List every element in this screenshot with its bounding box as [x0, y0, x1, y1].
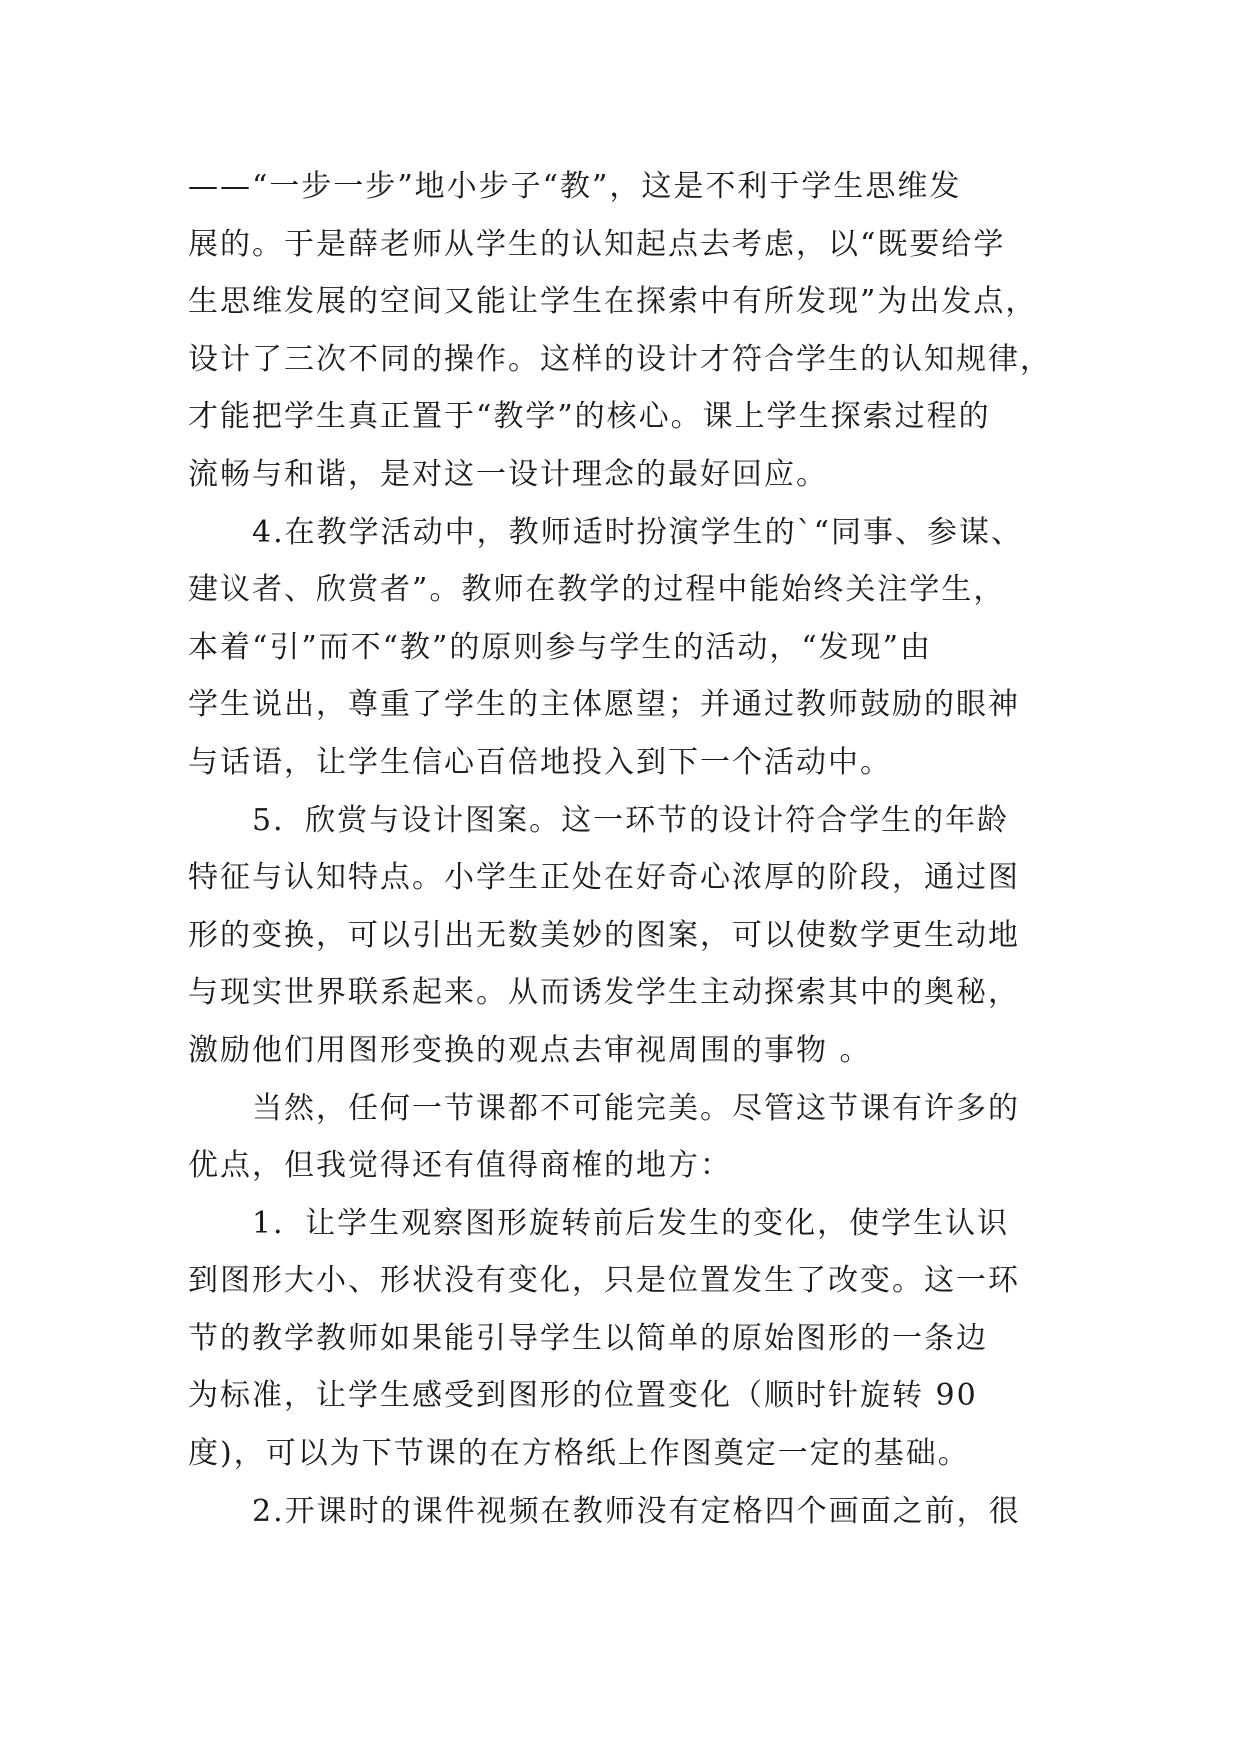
text-line: 与话语，让学生信心百倍地投入到下一个活动中。: [188, 744, 892, 780]
paragraph-start-line: 2.开课时的课件视频在教师没有定格四个画面之前，很: [252, 1493, 1021, 1529]
text-line: 特征与认知特点。小学生正处在好奇心浓厚的阶段，通过图: [188, 860, 1020, 896]
paragraph-start-line: 当然，任何一节课都不可能完美。尽管这节课有许多的: [252, 1090, 1020, 1126]
text-line: 生思维发展的空间又能让学生在探索中有所发现”为出发点，: [188, 284, 1038, 320]
text-line: 展的。于是薛老师从学生的认知起点去考虑，以“既要给学: [188, 226, 1006, 262]
text-line: 节的教学教师如果能引导学生以简单的原始图形的一条边: [188, 1320, 988, 1356]
text-line: 设计了三次不同的操作。这样的设计才符合学生的认知规律，: [188, 341, 1052, 377]
text-line: 才能把学生真正置于“教学”的核心。课上学生探索过程的: [188, 399, 991, 435]
text-line: 度)，可以为下节课的在方格纸上作图奠定一定的基础。: [188, 1436, 970, 1472]
text-line: 优点，但我觉得还有值得商榷的地方：: [188, 1148, 732, 1184]
text-line: 建议者、欣赏者”。教师在教学的过程中能始终关注学生，: [188, 572, 1006, 608]
text-line: 形的变换，可以引出无数美妙的图案，可以使数学更生动地: [188, 917, 1020, 953]
text-line: 为标准，让学生感受到图形的位置变化（顺时针旋转 90: [188, 1378, 978, 1414]
paragraph-start-line: 5．欣赏与设计图案。这一环节的设计符合学生的年龄: [252, 802, 1010, 838]
body-text: [188, 158, 1088, 1540]
text-line: ——“一步一步”地小步子“教”，这是不利于学生思维发: [188, 169, 962, 204]
text-line: 流畅与和谐，是对这一设计理念的最好回应。: [188, 456, 828, 492]
text-line: 学生说出，尊重了学生的主体愿望；并通过教师鼓励的眼神: [188, 687, 1020, 723]
text-line: 到图形大小、形状没有变化，只是位置发生了改变。这一环: [188, 1263, 1020, 1299]
text-line: 与现实世界联系起来。从而诱发学生主动探索其中的奥秘，: [188, 975, 1020, 1011]
text-line: 本着“引”而不“教”的原则参与学生的活动，“发现”由: [188, 629, 933, 665]
text-line: 激励他们用图形变换的观点去审视周围的事物 。: [188, 1032, 872, 1068]
paragraph-start-line: 1．让学生观察图形旋转前后发生的变化，使学生认识: [252, 1205, 1010, 1241]
paragraph-start-line: 4.在教学活动中，教师适时扮演学生的`“同事、参谋、: [252, 514, 1023, 550]
